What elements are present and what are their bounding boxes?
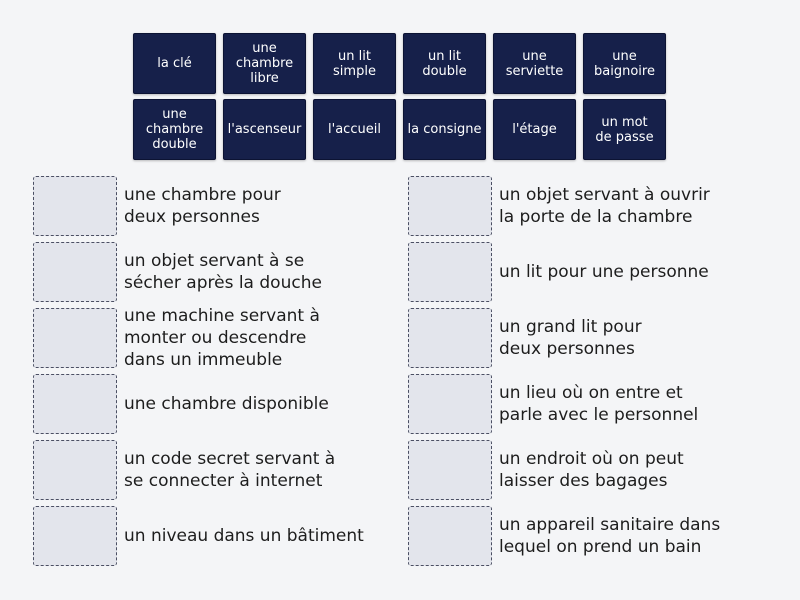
definition-text: une chambre pour deux personnes <box>124 185 281 227</box>
word-tile[interactable] <box>493 33 576 94</box>
drop-slot[interactable] <box>33 308 117 368</box>
definition-text: un objet servant à se sécher après la douche <box>124 251 322 293</box>
word-tile[interactable] <box>583 99 666 160</box>
drop-slot[interactable] <box>408 440 492 500</box>
drop-slot[interactable] <box>33 506 117 566</box>
definition-text: une chambre disponible <box>124 394 329 414</box>
definition-text: un grand lit pour deux personnes <box>499 317 642 359</box>
word-tile-label: une chambre libre <box>235 41 294 86</box>
word-tile[interactable] <box>493 99 576 160</box>
drop-slot[interactable] <box>33 374 117 434</box>
drop-slot[interactable] <box>33 176 117 236</box>
definition-text: un appareil sanitaire dans lequel on prend un bain <box>499 515 721 557</box>
word-tile-label: une chambre double <box>145 107 204 152</box>
word-tile[interactable] <box>133 33 216 94</box>
word-tile-label: la consigne <box>407 122 482 137</box>
drop-slot[interactable] <box>408 374 492 434</box>
definition-text: un niveau dans un bâtiment <box>124 526 364 546</box>
word-tile[interactable] <box>223 33 306 94</box>
word-tile-label: l'accueil <box>328 122 381 137</box>
drop-slot[interactable] <box>33 242 117 302</box>
word-tile[interactable] <box>133 99 216 160</box>
word-tile-label: la clé <box>157 56 192 71</box>
definition-text: un code secret servant à se connecter à internet <box>124 449 336 491</box>
word-tile[interactable] <box>583 33 666 94</box>
word-tile-label: un lit simple <box>333 48 376 79</box>
drop-slot[interactable] <box>33 440 117 500</box>
word-tile[interactable] <box>403 33 486 94</box>
word-tile-label: un lit double <box>422 48 467 79</box>
word-tile-label: un mot de passe <box>595 114 654 145</box>
word-tile[interactable] <box>223 99 306 160</box>
drop-slot[interactable] <box>408 308 492 368</box>
definition-text: un objet servant à ouvrir la porte de la chambre <box>499 185 710 227</box>
word-tile-label: l'étage <box>512 122 557 137</box>
word-tile[interactable] <box>313 99 396 160</box>
drop-slot[interactable] <box>408 506 492 566</box>
word-tile-label: une serviette <box>505 48 564 79</box>
definition-text: un endroit où on peut laisser des bagages <box>499 449 684 491</box>
drop-slot[interactable] <box>408 176 492 236</box>
definition-text: un lit pour une personne <box>499 262 709 282</box>
definition-text: une machine servant à monter ou descendre dans un immeuble <box>124 306 320 370</box>
definition-text: un lieu où on entre et parle avec le personnel <box>499 383 699 425</box>
word-tile-label: une baignoire <box>594 48 655 79</box>
drop-slot[interactable] <box>408 242 492 302</box>
word-tile-bank <box>133 33 668 161</box>
word-tile-label: l'ascenseur <box>227 122 302 137</box>
word-tile[interactable] <box>313 33 396 94</box>
word-tile[interactable] <box>403 99 486 160</box>
